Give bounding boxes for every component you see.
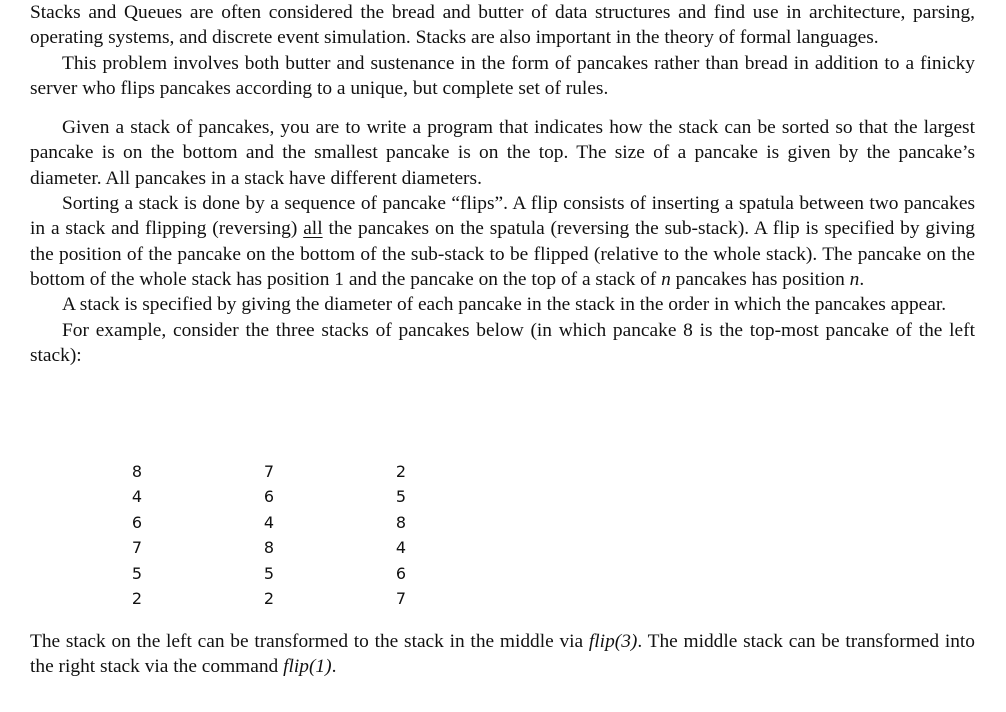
stack-left-cell: 8 — [131, 462, 143, 481]
flip-3-command: flip(3) — [588, 631, 638, 652]
problem-statement — [30, 0, 975, 368]
example-paragraph: For example, consider the three stacks of pancakes below (in which pancake 8 is the top-most pancake of the left stack): — [30, 319, 975, 366]
stack-right-cell: 5 — [395, 487, 407, 507]
stack-right — [394, 459, 408, 611]
paragraph-gap — [30, 101, 975, 115]
sorting-text-end: . — [859, 268, 865, 290]
spec-paragraph: A stack is specified by giving the diameter of each pancake in the stack in the order in which the pancakes appear. — [62, 294, 947, 316]
stack-right-cell: 7 — [395, 588, 407, 608]
stack-left-cell: 2 — [131, 588, 143, 608]
flip-1-command: flip(1) — [283, 656, 332, 678]
stack-middle-cell: 7 — [263, 462, 275, 481]
stack-left-cell: 4 — [131, 487, 143, 507]
stack-middle-cell: 5 — [263, 563, 275, 583]
conclusion-text — [30, 629, 975, 680]
stack-right-cell: 6 — [395, 563, 407, 583]
butter-paragraph: This problem involves both butter and sustenance in the form of pancakes rather than bread in addition to a finicky server who flips pancakes according to a unique, but complete set of rules. — [30, 52, 975, 99]
stack-left — [130, 459, 144, 611]
math-variable-n: n — [661, 268, 671, 290]
stack-left-cell: 6 — [131, 512, 143, 532]
sorting-text-post: the pancakes on the spatula (reversing the sub-stack). A flip is specified by giving the position of the pancake on the bottom of the sub-stack to be flipped (relative to the whole stack). The pancake on the bottom of the whole stack has position 1 and the pancake on the top of a stack of — [30, 218, 975, 290]
conclusion-part-2: . The middle stack can be transformed into the right stack via the command — [30, 631, 975, 678]
stack-right-cell: 2 — [395, 462, 407, 481]
sorting-paragraph — [30, 191, 975, 292]
stack-middle-cell: 2 — [263, 588, 275, 608]
pancake-stacks-example — [130, 459, 430, 614]
sorting-underlined-word: all — [303, 218, 323, 240]
stack-right-cell: 4 — [395, 538, 407, 558]
stack-middle-cell: 8 — [263, 538, 275, 558]
stack-middle — [262, 459, 276, 611]
conclusion-part-3: . — [331, 656, 337, 678]
sorting-text-pre: Sorting a stack is done by a sequence of pancake “flips”. A flip consists of inserting a spatula between two pancakes in a stack and flipping (reversing) — [30, 193, 975, 240]
intro-paragraph: Stacks and Queues are often considered the bread and butter of data structures and find use in architecture, parsing, operating systems, and discrete event simulation. Stacks are also important in the theory of formal languages. — [30, 2, 975, 49]
stack-right-cell: 8 — [395, 512, 407, 532]
stack-middle-cell: 4 — [263, 512, 275, 532]
given-paragraph: Given a stack of pancakes, you are to write a program that indicates how the stack can be sorted so that the largest pancake is on the bottom and the smallest pancake is on the top. The size of a pancake is given by the pancake’s diameter. All pancakes in a stack have different diameters. — [30, 117, 975, 189]
stack-left-cell: 5 — [131, 563, 143, 583]
math-variable-n-2: n — [849, 268, 860, 290]
conclusion-paragraph — [30, 629, 975, 680]
sorting-text-mid: pancakes has position — [670, 268, 850, 290]
stack-middle-cell: 6 — [263, 487, 275, 507]
conclusion-part-1: The stack on the left can be transformed to the stack in the middle via — [30, 631, 589, 652]
stack-left-cell: 7 — [131, 538, 143, 558]
